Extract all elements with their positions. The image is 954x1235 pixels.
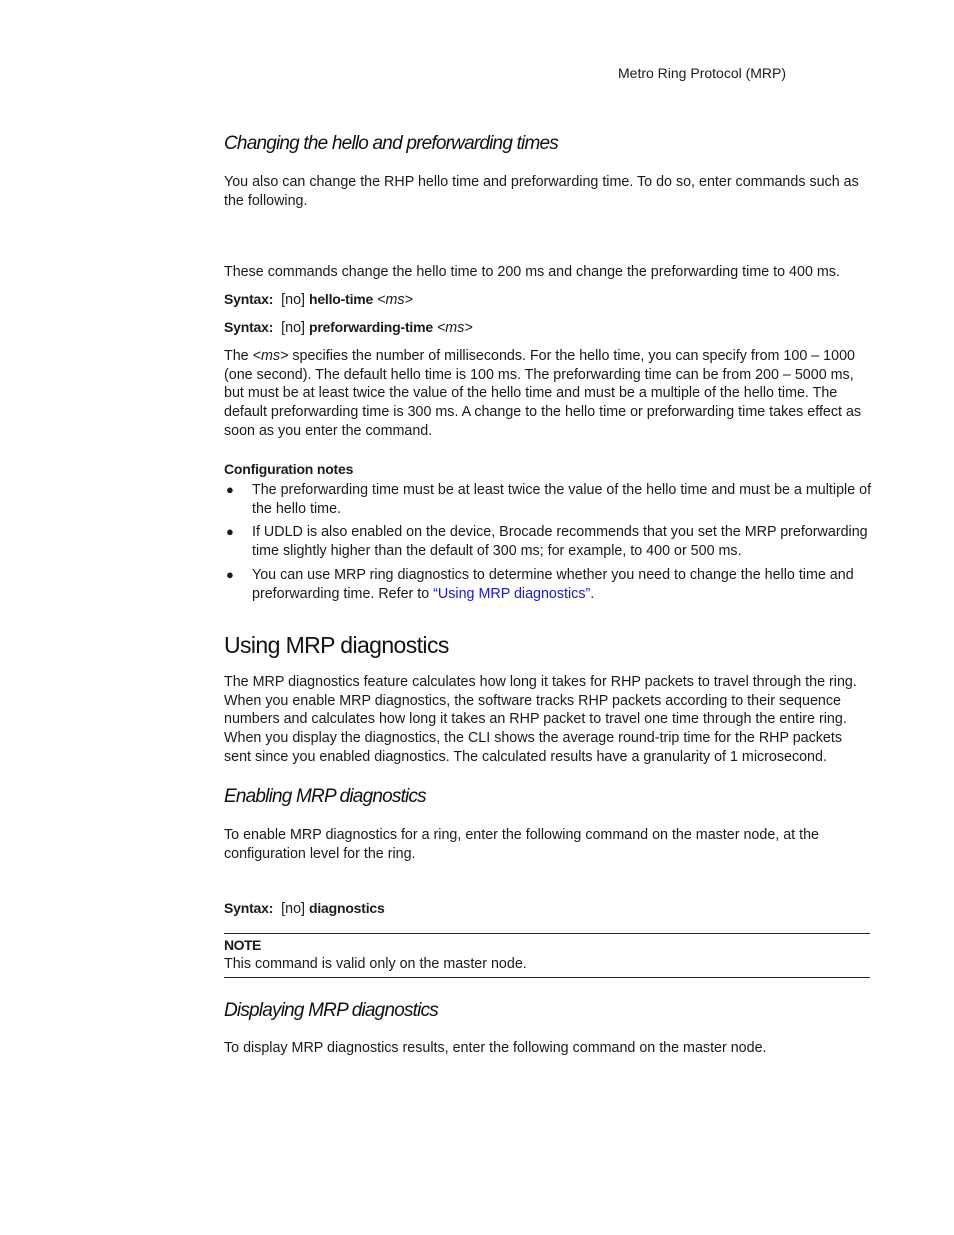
configuration-notes-heading: Configuration notes <box>224 461 354 477</box>
paragraph-intro: You also can change the RHP hello time and preforwarding time. To do so, enter commands such as the following. <box>224 174 859 209</box>
syntax-argument: <ms> <box>436 320 473 336</box>
list-item <box>224 566 874 603</box>
paragraph-result: These commands change the hello time to 200 ms and change the preforwarding time to 400 ms. <box>224 264 840 280</box>
note-text: This command is valid only on the master node. <box>224 956 527 972</box>
running-header: Metro Ring Protocol (MRP) <box>618 65 787 81</box>
syntax-option: [no] <box>281 292 305 308</box>
note-top-rule <box>224 933 870 934</box>
section-heading-using-diagnostics: Using MRP diagnostics <box>224 632 449 658</box>
syntax-hello-time <box>224 291 413 308</box>
configuration-notes-list <box>224 481 874 608</box>
paragraph-display: To display MRP diagnostics results, enter the following command on the master node. <box>224 1040 767 1056</box>
note-text-post: . <box>590 585 595 602</box>
syntax-preforwarding-time <box>224 319 473 336</box>
note-text: The preforwarding time must be at least twice the value of the hello time and must be a multiple of the hello time. <box>252 482 872 517</box>
paragraph-enable: To enable MRP diagnostics for a ring, enter the following command on the master node, at the configuration level for the ring. <box>224 827 819 862</box>
desc-arg: <ms> <box>252 348 289 364</box>
syntax-label: Syntax: <box>224 291 274 307</box>
syntax-label: Syntax: <box>224 319 274 335</box>
syntax-label: Syntax: <box>224 900 274 916</box>
note-label: NOTE <box>224 937 261 953</box>
note-text-pre: You can use MRP ring diagnostics to determine whether you need to change the hello time and preforwarding time. Refer to <box>252 566 854 602</box>
section-heading-hello-times: Changing the hello and preforwarding times <box>224 133 558 154</box>
bullet-icon: ● <box>226 566 234 582</box>
desc-post: specifies the number of milliseconds. For the hello time, you can specify from 100 – 1000 (one second). The default hello time is 100 ms. The preforwarding time can be from 200 – 5000 ms, but must be at least twice the value of the hello time and must be a multiple of the hello time. The default preforwarding time is 300 ms. A change to the hello time or preforwarding time takes effect as soon as you enter the command. <box>224 348 862 439</box>
bullet-icon: ● <box>226 482 234 497</box>
note-bottom-rule <box>224 977 870 978</box>
syntax-command: preforwarding-time <box>308 319 433 335</box>
cross-reference-link[interactable]: “Using MRP diagnostics” <box>433 585 591 602</box>
syntax-diagnostics <box>224 900 385 917</box>
list-item <box>224 523 874 560</box>
paragraph-diagnostics: The MRP diagnostics feature calculates how long it takes for RHP packets to travel through the ring. When you enable MRP diagnostics, the software tracks RHP packets according to their sequence numbers and calculates how long it takes an RHP packet to travel one time through the entire ring. When you display the diagnostics, the CLI shows the average round-trip time for the RHP packets sent since you enabled diagnostics. The calculated results have a granularity of 1 microsecond. <box>224 674 857 765</box>
syntax-option: [no] <box>281 901 305 917</box>
paragraph-ms-description <box>224 347 870 441</box>
section-heading-displaying-diagnostics: Displaying MRP diagnostics <box>224 1000 438 1021</box>
list-item <box>224 481 874 518</box>
syntax-command: diagnostics <box>308 900 385 916</box>
desc-pre: The <box>224 348 253 364</box>
note-text: If UDLD is also enabled on the device, Brocade recommends that you set the MRP preforwarding time slightly higher than the default of 300 ms; for example, to 400 or 500 ms. <box>252 524 868 560</box>
syntax-argument: <ms> <box>377 292 413 308</box>
syntax-option: [no] <box>281 320 305 336</box>
syntax-command: hello-time <box>308 291 374 307</box>
section-heading-enabling-diagnostics: Enabling MRP diagnostics <box>224 786 426 807</box>
bullet-icon: ● <box>226 524 234 540</box>
